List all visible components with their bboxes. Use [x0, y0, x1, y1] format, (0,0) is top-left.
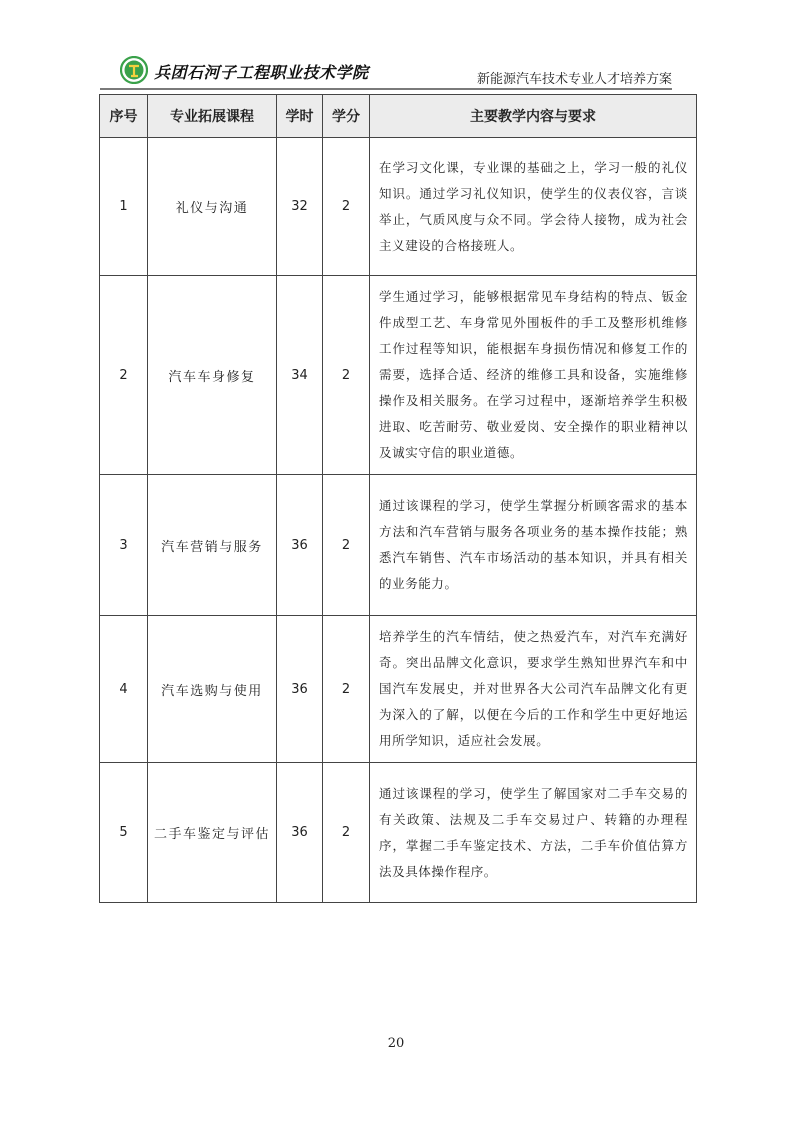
row-number: 2	[100, 276, 148, 475]
table-header-row	[100, 95, 697, 138]
course-credits: 2	[323, 763, 370, 903]
course-hours: 34	[277, 276, 323, 475]
table-row	[100, 276, 697, 475]
course-hours: 32	[277, 138, 323, 276]
course-name: 二手车鉴定与评估	[148, 763, 277, 903]
table-row	[100, 475, 697, 616]
course-content: 学生通过学习，能够根据常见车身结构的特点、钣金件成型工艺、车身常见外围板件的手工及整形机维修工作过程等知识，能根据车身损伤情况和修复工作的需要，选择合适、经济的维修工具和设备，实施维修操作及相关服务。在学习过程中，逐渐培养学生积极进取、吃苦耐劳、敬业爱岗、安全操作的职业精神以及诚实守信的职业道德。	[370, 276, 697, 475]
course-content: 在学习文化课，专业课的基础之上，学习一般的礼仪知识。通过学习礼仪知识，使学生的仪表仪容，言谈举止，气质风度与众不同。学会待人接物，成为社会主义建设的合格接班人。	[370, 138, 697, 276]
course-hours: 36	[277, 475, 323, 616]
document-title: 新能源汽车技术专业人才培养方案	[476, 72, 672, 87]
column-header-credits: 学分	[323, 95, 370, 138]
course-name: 汽车营销与服务	[148, 475, 277, 616]
column-header-content: 主要教学内容与要求	[370, 95, 697, 138]
row-number: 4	[100, 616, 148, 763]
school-name: 兵团石河子工程职业技术学院	[154, 63, 369, 82]
table-row	[100, 763, 697, 903]
table-row	[100, 138, 697, 276]
column-header-hours: 学时	[277, 95, 323, 138]
course-content: 通过该课程的学习，使学生掌握分析顾客需求的基本方法和汽车营销与服务各项业务的基本操作技能；熟悉汽车销售、汽车市场活动的基本知识，并具有相关的业务能力。	[370, 475, 697, 616]
course-credits: 2	[323, 276, 370, 475]
row-number: 5	[100, 763, 148, 903]
course-name: 礼仪与沟通	[148, 138, 277, 276]
course-content: 通过该课程的学习，使学生了解国家对二手车交易的有关政策、法规及二手车交易过户、转籍的办理程序，掌握二手车鉴定技术、方法，二手车价值估算方法及具体操作程序。	[370, 763, 697, 903]
course-credits: 2	[323, 475, 370, 616]
school-logo-icon	[120, 56, 148, 84]
course-credits: 2	[323, 138, 370, 276]
page-number: 20	[387, 1036, 405, 1051]
table-row	[100, 616, 697, 763]
page-header	[100, 50, 672, 88]
row-number: 1	[100, 138, 148, 276]
course-content: 培养学生的汽车情结，使之热爱汽车，对汽车充满好奇。突出品牌文化意识，要求学生熟知世界汽车和中国汽车发展史，并对世界各大公司汽车品牌文化有更为深入的了解，以便在今后的工作和学生中更好地运用所学知识，适应社会发展。	[370, 616, 697, 763]
column-header-course: 专业拓展课程	[148, 95, 277, 138]
course-name: 汽车选购与使用	[148, 616, 277, 763]
column-header-no: 序号	[100, 95, 148, 138]
course-credits: 2	[323, 616, 370, 763]
row-number: 3	[100, 475, 148, 616]
course-hours: 36	[277, 763, 323, 903]
course-name: 汽车车身修复	[148, 276, 277, 475]
header-divider	[100, 88, 672, 90]
extension-courses-table	[99, 94, 697, 903]
course-hours: 36	[277, 616, 323, 763]
